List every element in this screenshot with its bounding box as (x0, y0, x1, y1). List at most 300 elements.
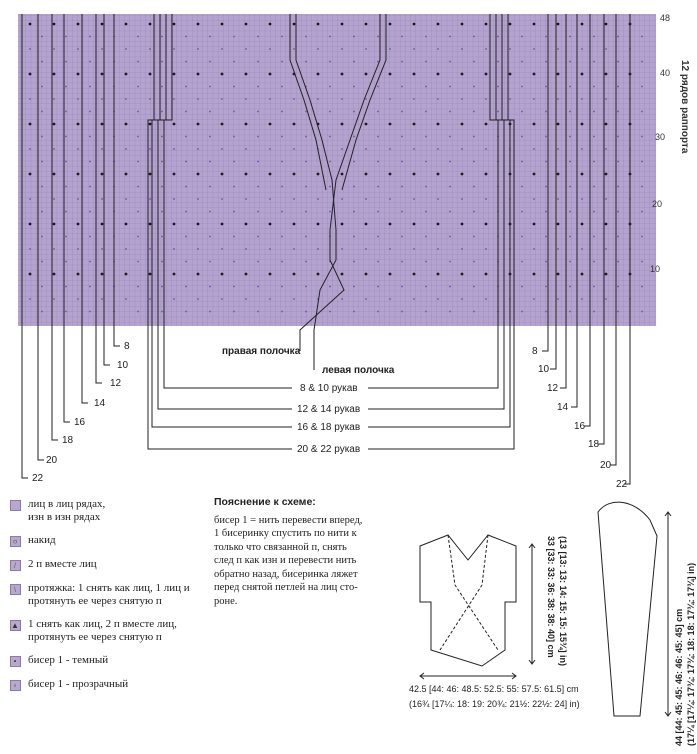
bead-mark (365, 48, 367, 50)
bead-mark (341, 23, 344, 26)
sleeve-label-3: 16 & 18 рукав (297, 422, 361, 433)
bead-mark (29, 248, 31, 250)
explanation-title: Пояснение к схеме: (214, 496, 316, 508)
bead-mark (413, 98, 415, 100)
bead-mark (65, 161, 67, 163)
bead-mark (173, 248, 175, 250)
bead-mark (233, 261, 235, 263)
bead-mark (233, 286, 235, 288)
bead-mark (257, 286, 259, 288)
bead-mark (605, 198, 607, 200)
bead-mark (545, 211, 547, 213)
bead-mark (461, 73, 464, 76)
explanation-line: обратно назад, бисеринка ляжет (214, 568, 358, 580)
bead-mark (185, 36, 187, 38)
bead-mark (485, 248, 487, 250)
bead-mark (389, 173, 392, 176)
bead-mark (521, 236, 523, 238)
bead-mark (101, 273, 104, 276)
bead-mark (65, 61, 67, 63)
bead-mark (53, 98, 55, 100)
bead-mark (569, 186, 571, 188)
bead-mark (317, 248, 319, 250)
bead-mark (89, 236, 91, 238)
bead-mark (137, 211, 139, 213)
bead-mark (617, 86, 619, 88)
bead-mark (185, 61, 187, 63)
bead-mark (533, 273, 536, 276)
bead-mark (389, 273, 392, 276)
chart-explanation (214, 496, 414, 608)
bead-mark (329, 161, 331, 163)
bead-mark (41, 36, 43, 38)
bead-mark (545, 311, 547, 313)
bead-mark (485, 73, 488, 76)
bead-mark (245, 273, 248, 276)
bead-mark (53, 248, 55, 250)
bead-mark (401, 211, 403, 213)
bead-mark (197, 98, 199, 100)
bead-mark (101, 173, 104, 176)
bead-mark (473, 286, 475, 288)
bead-mark (641, 236, 643, 238)
bead-mark (617, 36, 619, 38)
legend-line: протянуть ее через снятую п (28, 631, 162, 643)
bead-mark (437, 223, 440, 226)
bead-mark (149, 48, 151, 50)
sleeve-label-2: 12 & 14 рукав (297, 404, 361, 415)
bead-mark (425, 236, 427, 238)
bead-mark (377, 86, 379, 88)
bead-mark (233, 36, 235, 38)
bead-mark (149, 148, 151, 150)
bead-mark (209, 111, 211, 113)
explanation-line: только что связанной п, снять (214, 541, 347, 553)
bead-mark (197, 223, 200, 226)
bead-mark (149, 98, 151, 100)
legend-line: 2 п вместе лиц (28, 558, 97, 570)
bead-mark (425, 211, 427, 213)
bead-mark (65, 261, 67, 263)
bead-mark (581, 223, 584, 226)
bead-mark (569, 286, 571, 288)
bead-mark (341, 48, 343, 50)
bead-mark (29, 148, 31, 150)
bead-mark (545, 236, 547, 238)
bead-mark (305, 111, 307, 113)
bead-mark (521, 186, 523, 188)
bead-mark (641, 211, 643, 213)
bead-mark (521, 261, 523, 263)
bead-mark (293, 248, 295, 250)
bead-mark (473, 111, 475, 113)
bead-mark (473, 186, 475, 188)
bead-mark (41, 86, 43, 88)
bead-mark (449, 161, 451, 163)
bead-mark (485, 123, 488, 126)
bead-mark (449, 261, 451, 263)
bead-mark (509, 98, 511, 100)
bead-mark (161, 261, 163, 263)
vest-schematic (420, 535, 535, 679)
bead-mark (281, 136, 283, 138)
bead-mark (581, 298, 583, 300)
bead-mark (53, 223, 56, 226)
bead-mark (557, 298, 559, 300)
bead-mark (413, 198, 415, 200)
bead-mark (485, 198, 487, 200)
bead-mark (521, 211, 523, 213)
bead-mark (353, 111, 355, 113)
bead-mark (605, 73, 608, 76)
bead-mark (485, 23, 488, 26)
bead-mark (605, 48, 607, 50)
bead-mark (77, 73, 80, 76)
bead-mark (185, 236, 187, 238)
bead-mark (173, 273, 176, 276)
bead-mark (89, 311, 91, 313)
bead-mark (413, 248, 415, 250)
legend-item (8, 582, 208, 608)
bead-mark (209, 136, 211, 138)
legend-item (8, 618, 208, 644)
bead-mark (137, 86, 139, 88)
bead-mark (197, 48, 199, 50)
bead-mark (281, 186, 283, 188)
bead-mark (257, 136, 259, 138)
bead-mark (425, 111, 427, 113)
stitch-legend (8, 498, 208, 702)
left-size-22: 22 (32, 473, 44, 484)
legend-line: изн в изн рядах (28, 511, 101, 523)
bead-mark (353, 236, 355, 238)
bead-mark (65, 186, 67, 188)
bead-mark (209, 61, 211, 63)
bead-mark (257, 211, 259, 213)
bead-mark (137, 261, 139, 263)
bead-mark (221, 73, 224, 76)
bead-mark (389, 98, 391, 100)
bead-mark (233, 111, 235, 113)
bead-mark (185, 111, 187, 113)
legend-text (28, 678, 128, 691)
bead-mark (473, 86, 475, 88)
bead-mark (317, 173, 320, 176)
bead-mark (497, 86, 499, 88)
bead-mark (521, 161, 523, 163)
bead-mark (197, 248, 199, 250)
tick-20: 20 (652, 199, 663, 209)
bead-mark (245, 223, 248, 226)
bead-mark (149, 223, 152, 226)
k2tog-icon: / (8, 558, 22, 572)
bead-mark (197, 298, 199, 300)
bead-mark (185, 161, 187, 163)
bead-mark (41, 61, 43, 63)
bead-mark (425, 36, 427, 38)
bead-mark (209, 286, 211, 288)
bead-clear-icon: ◦ (8, 678, 22, 692)
bead-mark (437, 23, 440, 26)
bead-mark (389, 223, 392, 226)
bead-mark (413, 173, 416, 176)
bead-mark (353, 311, 355, 313)
bead-mark (89, 136, 91, 138)
bead-mark (425, 261, 427, 263)
bead-mark (281, 161, 283, 163)
bead-mark (269, 198, 271, 200)
bead-mark (65, 111, 67, 113)
bead-mark (125, 23, 128, 26)
bead-mark (581, 248, 583, 250)
bead-mark (485, 173, 488, 176)
bead-mark (245, 123, 248, 126)
bead-mark (641, 286, 643, 288)
bead-mark (281, 86, 283, 88)
bead-mark (137, 311, 139, 313)
bead-mark (365, 298, 367, 300)
bead-mark (293, 123, 296, 126)
bead-mark (305, 186, 307, 188)
bead-mark (533, 148, 535, 150)
tick-40: 40 (660, 68, 671, 78)
bead-mark (509, 73, 512, 76)
bead-mark (317, 273, 320, 276)
bead-mark (569, 111, 571, 113)
bead-mark (617, 111, 619, 113)
bead-mark (29, 198, 31, 200)
bead-mark (605, 123, 608, 126)
bead-mark (437, 123, 440, 126)
bead-mark (185, 211, 187, 213)
bead-mark (41, 311, 43, 313)
bead-mark (221, 23, 224, 26)
bead-mark (533, 223, 536, 226)
bead-mark (281, 236, 283, 238)
bead-mark (545, 111, 547, 113)
vest-labels (409, 536, 580, 709)
bead-mark (341, 298, 343, 300)
bead-mark (389, 73, 392, 76)
bead-mark (185, 261, 187, 263)
bead-mark (125, 223, 128, 226)
bead-mark (53, 198, 55, 200)
bead-mark (617, 261, 619, 263)
legend-item (8, 498, 208, 524)
bead-mark (305, 211, 307, 213)
bead-mark (29, 48, 31, 50)
bead-mark (209, 161, 211, 163)
bead-mark (221, 123, 224, 126)
bead-mark (257, 311, 259, 313)
bead-mark (65, 311, 67, 313)
bead-mark (437, 48, 439, 50)
bead-mark (89, 86, 91, 88)
bead-mark (509, 48, 511, 50)
bead-mark (413, 123, 416, 126)
bead-mark (437, 73, 440, 76)
bead-mark (149, 123, 152, 126)
bead-mark (65, 36, 67, 38)
bead-mark (293, 298, 295, 300)
bead-mark (329, 186, 331, 188)
explanation-line: роне. (214, 595, 238, 607)
legend-line: бисер 1 - темный (28, 654, 109, 666)
bead-mark (605, 248, 607, 250)
scale-caption: 12 рядов раппорта (679, 60, 690, 154)
bead-mark (281, 311, 283, 313)
sleeve-label-4: 20 & 22 рукав (297, 444, 361, 455)
bead-mark (245, 98, 247, 100)
legend-text (28, 498, 105, 524)
bead-mark (149, 273, 152, 276)
bead-mark (257, 111, 259, 113)
bead-mark (617, 236, 619, 238)
bead-mark (473, 161, 475, 163)
bead-mark (233, 136, 235, 138)
bead-mark (401, 136, 403, 138)
bead-mark (197, 148, 199, 150)
bead-mark (341, 73, 344, 76)
bead-mark (173, 173, 176, 176)
bead-mark (377, 311, 379, 313)
bead-mark (377, 36, 379, 38)
legend-item (8, 678, 208, 692)
bead-mark (149, 248, 151, 250)
bead-mark (329, 61, 331, 63)
bead-mark (449, 36, 451, 38)
bead-mark (101, 223, 104, 226)
bead-mark (605, 273, 608, 276)
bead-mark (329, 86, 331, 88)
sleeve-schematic (598, 502, 671, 716)
bead-mark (521, 36, 523, 38)
bead-mark (137, 286, 139, 288)
bead-mark (257, 236, 259, 238)
bead-mark (209, 211, 211, 213)
bead-mark (89, 61, 91, 63)
bead-mark (281, 111, 283, 113)
bead-mark (53, 148, 55, 150)
bead-mark (605, 173, 608, 176)
bead-mark (401, 111, 403, 113)
bead-mark (269, 148, 271, 150)
legend-line: 1 снять как лиц, 2 п вместе лиц, (28, 618, 177, 630)
bead-mark (605, 98, 607, 100)
knit-stitch-icon (8, 498, 22, 512)
left-size-14: 14 (94, 398, 106, 409)
bead-mark (341, 273, 344, 276)
bead-mark (557, 148, 559, 150)
legend-text (28, 558, 97, 571)
bead-mark (305, 36, 307, 38)
bead-mark (197, 23, 200, 26)
bead-mark (257, 36, 259, 38)
bead-mark (209, 186, 211, 188)
bead-dark-icon: • (8, 654, 22, 668)
bead-mark (125, 48, 127, 50)
bead-mark (293, 48, 295, 50)
bead-mark (341, 98, 343, 100)
sleeve-length-in: (17¼ [17¼: 17¾: 17¾: 18: 18: 17¾: 17¾] in) (686, 562, 696, 746)
bead-mark (89, 286, 91, 288)
bead-mark (29, 223, 32, 226)
bead-mark (425, 86, 427, 88)
bead-mark (569, 236, 571, 238)
bead-mark (77, 273, 80, 276)
bead-mark (641, 61, 643, 63)
bead-mark (353, 161, 355, 163)
bead-mark (125, 173, 128, 176)
bead-mark (269, 123, 272, 126)
bead-mark (605, 298, 607, 300)
bead-mark (377, 136, 379, 138)
bead-mark (161, 311, 163, 313)
bead-mark (29, 273, 32, 276)
bead-mark (53, 73, 56, 76)
bead-mark (425, 61, 427, 63)
legend-text (28, 618, 177, 644)
bead-mark (605, 23, 608, 26)
bead-mark (317, 223, 320, 226)
bead-mark (257, 186, 259, 188)
bead-mark (305, 61, 307, 63)
bead-mark (617, 61, 619, 63)
bead-mark (461, 148, 463, 150)
bead-mark (437, 273, 440, 276)
bead-mark (365, 23, 368, 26)
bead-mark (449, 86, 451, 88)
bead-mark (365, 198, 367, 200)
bead-mark (533, 23, 536, 26)
bead-mark (593, 236, 595, 238)
bead-mark (101, 73, 104, 76)
bead-mark (461, 173, 464, 176)
bead-mark (365, 223, 368, 226)
bead-mark (389, 198, 391, 200)
bead-mark (401, 236, 403, 238)
bead-mark (557, 23, 560, 26)
bead-mark (125, 273, 128, 276)
bead-mark (641, 136, 643, 138)
bead-mark (449, 61, 451, 63)
bead-mark (389, 48, 391, 50)
bead-mark (545, 161, 547, 163)
bead-mark (137, 111, 139, 113)
bead-mark (365, 273, 368, 276)
bead-mark (533, 98, 535, 100)
legend-text (28, 582, 190, 608)
bead-mark (581, 73, 584, 76)
bead-mark (521, 86, 523, 88)
bead-mark (581, 148, 583, 150)
explanation-text (214, 514, 414, 609)
bead-mark (41, 211, 43, 213)
bead-mark (41, 261, 43, 263)
bead-mark (569, 36, 571, 38)
bead-mark (77, 98, 79, 100)
bead-mark (233, 311, 235, 313)
bead-mark (377, 211, 379, 213)
bead-mark (401, 186, 403, 188)
bead-mark (569, 86, 571, 88)
sk2p-icon: ▲ (11, 620, 19, 630)
bead-mark (509, 23, 512, 26)
bead-mark (197, 123, 200, 126)
bead-mark (125, 73, 128, 76)
legend-item (8, 534, 208, 548)
bead-mark (617, 186, 619, 188)
